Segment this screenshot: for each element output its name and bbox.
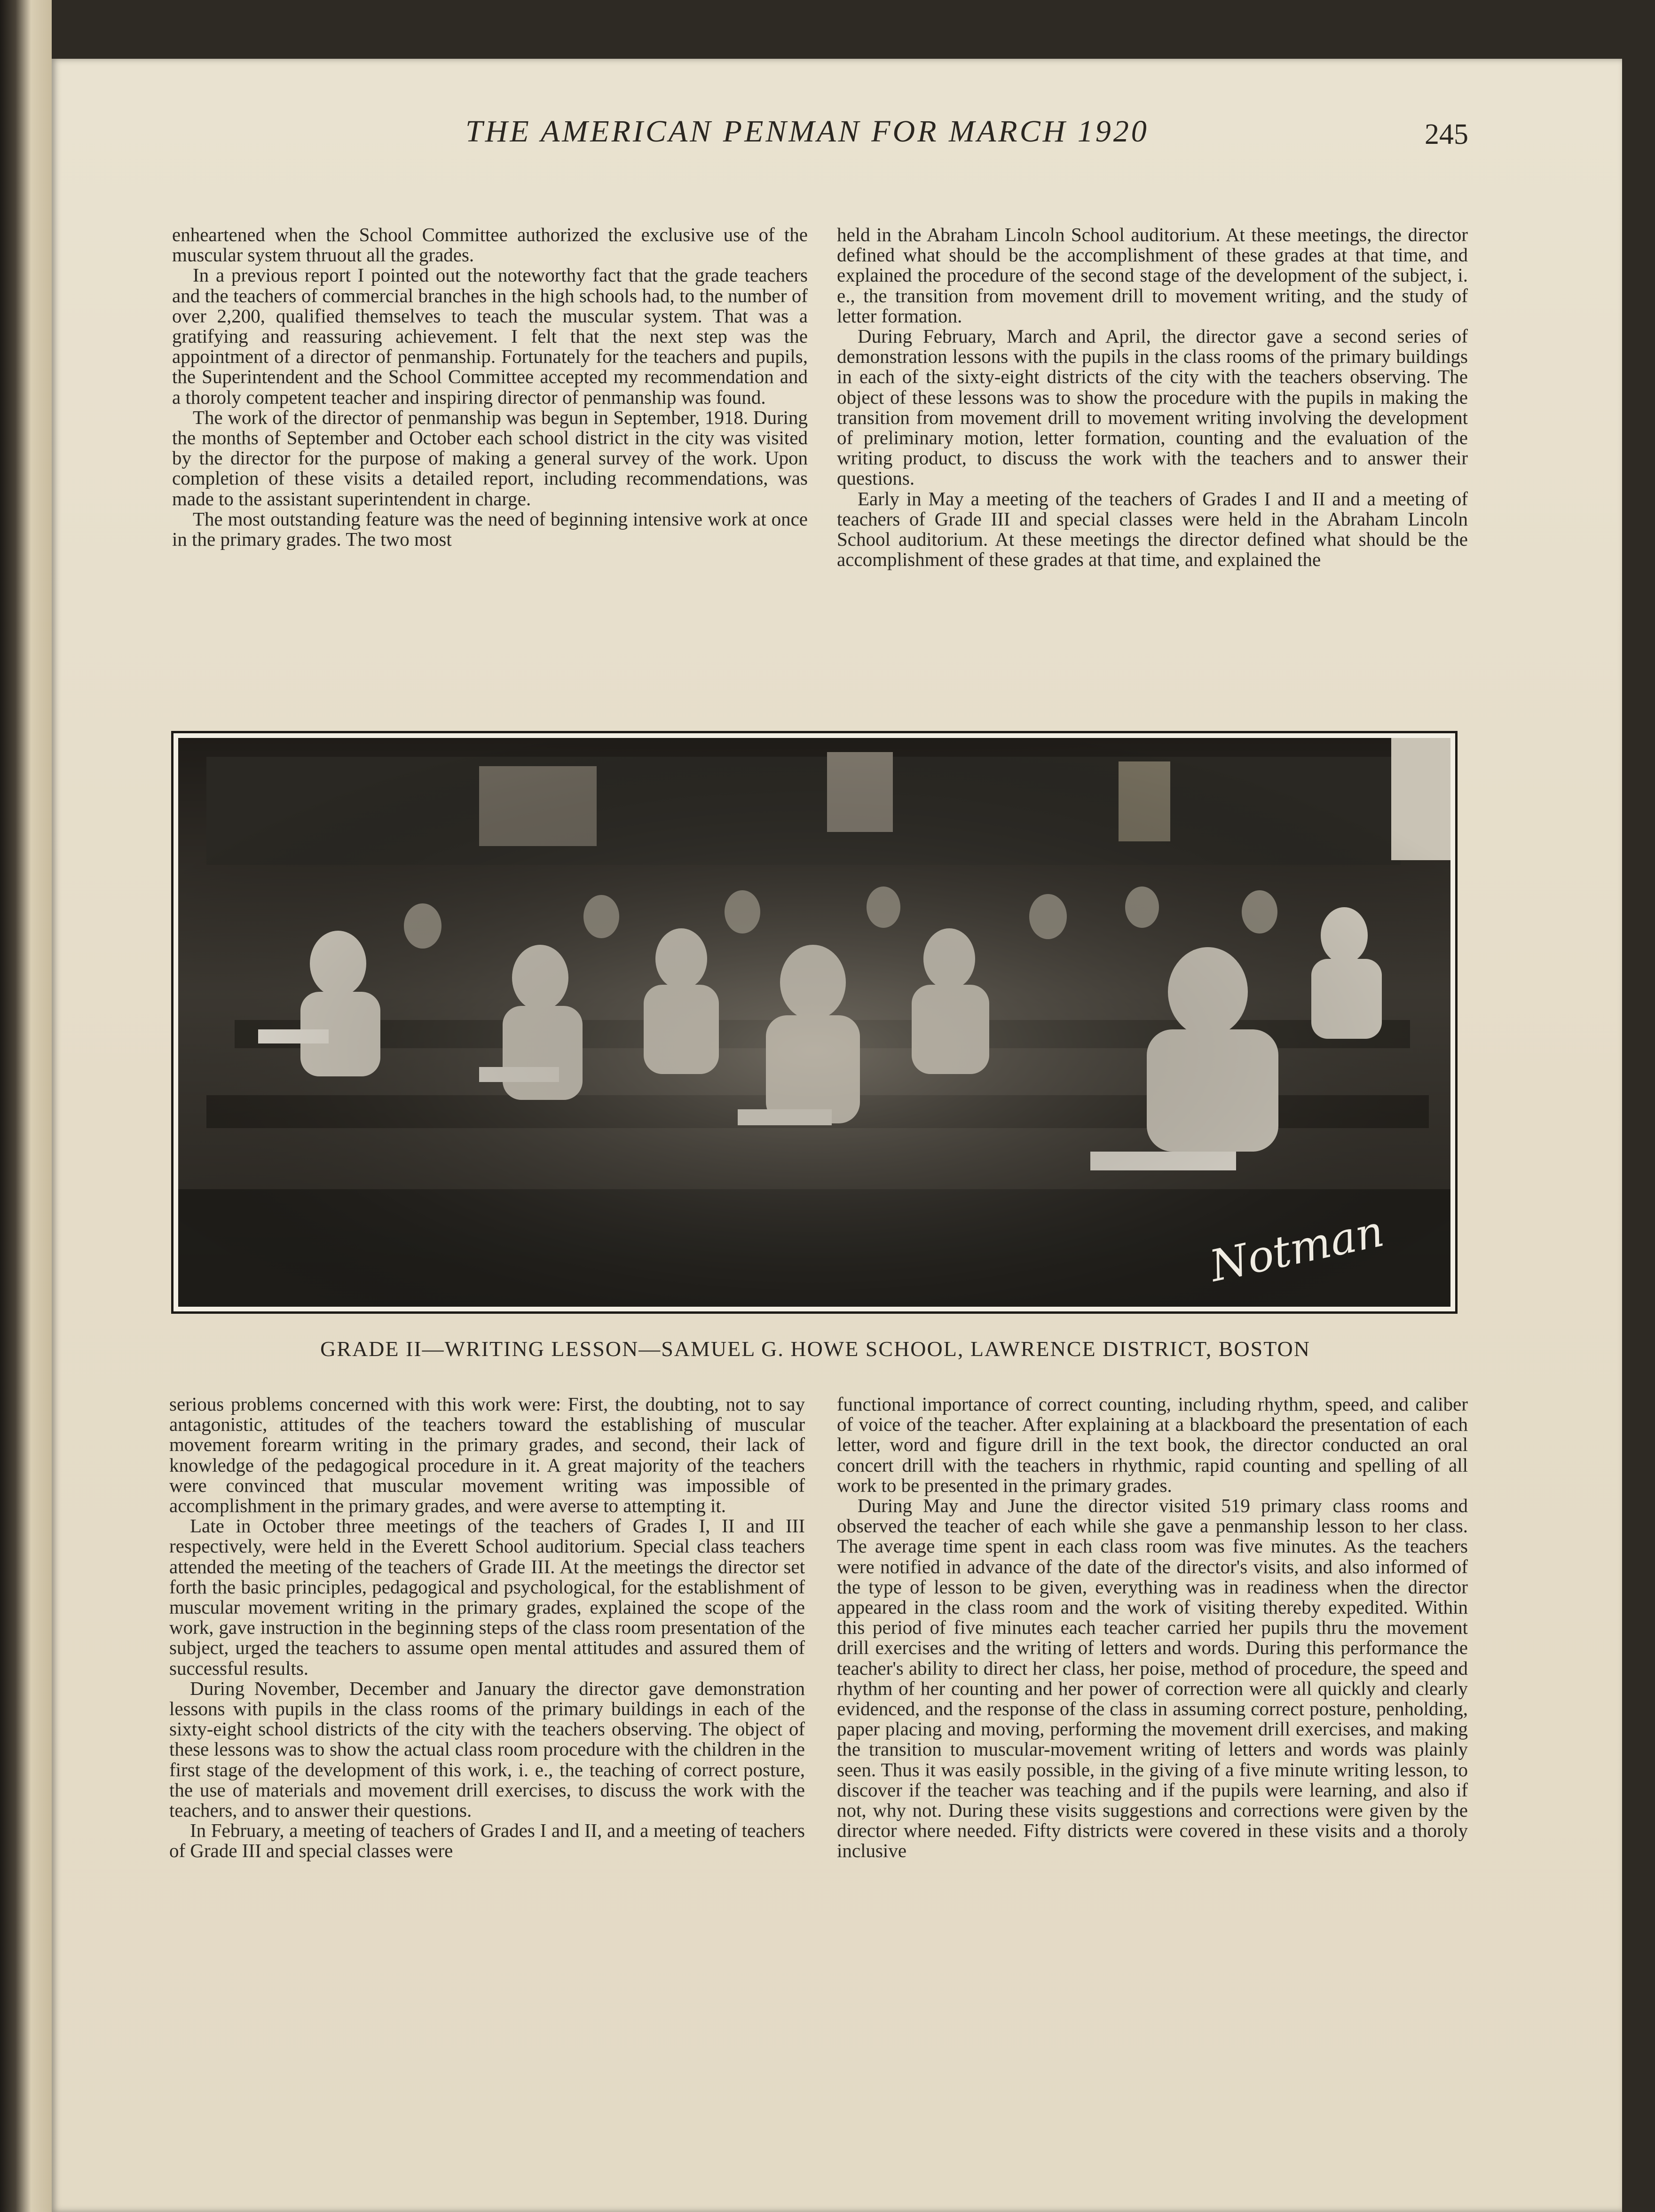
classroom-photograph	[171, 731, 1458, 1314]
paragraph: functional importance of correct counting, including rhythm, speed, and caliber of voice of the teacher. After explaining at a blackboard the presentation of each letter, word and figure drill in the text book, the director conducted an oral concert drill with the teachers in rhythmic, rapid counting and spelling of all work to be presented in the primary grades.	[837, 1393, 1468, 1496]
photo-image	[178, 738, 1450, 1307]
text-column-bottom-left	[169, 1394, 805, 1861]
paragraph: During November, December and January the director gave demonstration lessons with pupils in the class rooms of the primary buildings in each of the sixty-eight school districts of the city with the teachers observing. The object of these lessons was to show the actual class room procedure with the children in the first stage of the development of this work, i. e., the teaching of correct posture, the use of materials and movement drill exercises, to discuss the work with the teachers, and to answer their questions.	[169, 1677, 805, 1821]
paragraph: enheartened when the School Committee authorized the exclusive use of the muscular system thruout all the grades.	[172, 224, 808, 266]
paragraph: serious problems concerned with this work were: First, the doubting, not to say antagonistic, attitudes of the teachers toward the establishing of muscular movement forearm writing in the primary grades, and second, their lack of knowledge of the pedagogical procedure in it. A great majority of the teachers were convinced that muscular movement writing was impossible of accomplishment in the primary grades, and were averse to attempting it.	[169, 1393, 805, 1517]
paragraph: During May and June the director visited 519 primary class rooms and observed the teacher of each while she gave a penmanship lesson to her class. The average time spent in each class room was five minutes. As the teachers were notified in advance of the date of the director's visits, and also informed of the type of lesson to be given, everything was in readiness when the director appeared in the class room and the work of visiting thereby expedited. Within this period of five minutes each teacher carried her pupils thru the movement drill exercises and the writing of letters and words. During this performance the teacher's ability to direct her class, her poise, method of procedure, the speed and rhythm of her counting and her power of correction were all quickly and clearly evidenced, and the response of the class in assuming correct posture, penholding, paper placing and moving, performing the movement drill exercises, and making the transition to muscular-movement writing of letters and words was plainly seen. Thus it was easily possible, in the giving of a five minute writing lesson, to discover if the teacher was teaching and if the pupils were learning, and also if not, why not. During these visits suggestions and corrections were given by the director where needed. Fifty districts were covered in these visits and a thoroly inclusive	[837, 1495, 1468, 1862]
book-binding-edge	[0, 0, 52, 2212]
paragraph: In February, a meeting of teachers of Grades I and II, and a meeting of teachers of Grade III and special classes were	[169, 1820, 805, 1862]
paragraph: held in the Abraham Lincoln School auditorium. At these meetings, the director defined what should be the accomplishment of these grades at that time, and explained the procedure of the second stage of the development of the subject, i. e., the transition from movement drill to movement writing, and the study of letter formation.	[837, 224, 1468, 327]
photo-caption: GRADE II—WRITING LESSON—SAMUEL G. HOWE SCHOOL, LAWRENCE DISTRICT, BOSTON	[320, 1337, 1310, 1361]
text-column-bottom-right	[837, 1394, 1468, 1861]
classroom-illustration	[178, 738, 1450, 1307]
paragraph: During February, March and April, the director gave a second series of demonstration lessons with the pupils in the class rooms of the primary buildings in each of the sixty-eight districts of the city with the teachers observing. The object of these lessons was to show the procedure with the pupils in making the transition from movement drill to movement writing involving the development of preliminary motion, letter formation, counting and the evaluation of the writing product, to discuss the work with the teachers and to answer their questions.	[837, 325, 1468, 489]
journal-title: THE AMERICAN PENMAN FOR MARCH 1920	[465, 114, 1149, 149]
photographer-signature: Notman	[1205, 1206, 1388, 1292]
running-head	[0, 106, 1655, 157]
paragraph: Early in May a meeting of the teachers of Grades I and II and a meeting of teachers of Grade III and special classes were held in the Abraham Lincoln School auditorium. At these meetings the director defined what should be the accomplishment of these grades at that time, and explained the	[837, 487, 1468, 571]
paragraph: Late in October three meetings of the teachers of Grades I, II and III respectively, were held in the Everett School auditorium. Special class teachers attended the meeting of the teachers of Grade III. At the meetings the director set forth the basic principles, pedagogical and psychological, for the establishment of muscular movement writing in the primary grades, explained the scope of the work, gave instruction in the beginning steps of the class room presentation of the subject, urged the teachers to assume open mental attitudes and assured them of successful results.	[169, 1515, 805, 1679]
paragraph: The work of the director of penmanship was begun in September, 1918. During the months of September and October each school district in the city was visited by the director for the purpose of making a general survey of the work. Upon completion of these visits a detailed report, including recommendations, was made to the assistant superintendent in charge.	[172, 406, 808, 510]
text-column-top-right	[837, 225, 1468, 570]
paragraph: The most outstanding feature was the need of beginning intensive work at once in the primary grades. The two most	[172, 508, 808, 550]
text-column-top-left	[172, 225, 808, 549]
page-number: 245	[1425, 118, 1468, 150]
paragraph: In a previous report I pointed out the noteworthy fact that the grade teachers and the teachers of commercial branches in the high schools had, to the number of over 2,200, qualified themselves to teach the muscular system. That was a gratifying and reassuring achievement. I felt that the next step was the appointment of a director of penmanship. Fortunately for the teachers and pupils, the Superintendent and the School Committee accepted my recommendation and a thoroly competent teacher and inspiring director of penmanship was found.	[172, 264, 808, 408]
